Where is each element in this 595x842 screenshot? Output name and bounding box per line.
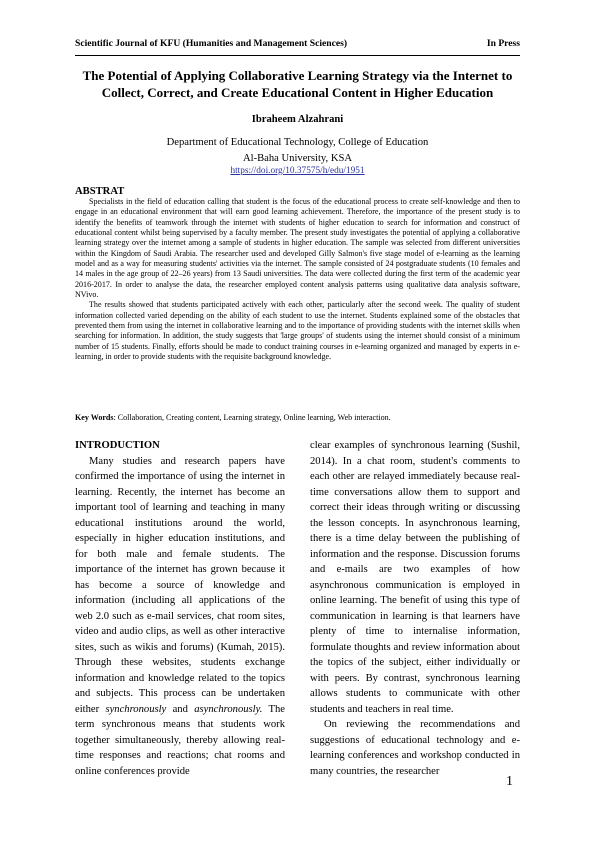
affiliation [0,135,595,167]
abstract-paragraph: Specialists in the field of education calling that student is the focus of the educational process to create self-knowledge and then to engage in an educational environment that will earn good learning achievement. Therefore, the importance of the present study is to identify the benefits of teamwork through the internet with students of higher education to search for information and construct of educational content whilst being supervised by a faculty member. The present study investigates the potential of applying a collaborative learning strategy over the internet among a sample of students in higher education. The sample was selected from different universities within the Kingdom of Saudi Arabia. The researcher used and developed Gilly Salmon's five stage model of e-learning as the learning model and as a way for measuring students' activities via the internet. The sample consisted of 24 postgraduate students (10 females and 14 males in the age group of 22–26 years) from 13 Saudi universities. The data were collected during the first term of the academic year 2016-2017. In order to analyse the data, the researcher employed content analysis patterns using qualitative data analysis software, NVivo. [75,197,520,300]
right-column [310,438,520,779]
paper-title: The Potential of Applying Collaborative Learning Strategy via the Internet to Collect, Correct, and Create Educational Content in Higher Education [82,68,513,100]
abstract-heading: ABSTRAT [75,186,125,197]
emphasis-text: asynchronously. [194,703,263,715]
header-rule [75,55,520,56]
emphasis-text: synchronously [105,703,167,715]
keywords-text: : Collaboration, Creating content, Learning strategy, Online learning, Web interaction. [113,413,391,422]
abstract-body [75,197,520,363]
keywords-label: Key Words [75,413,114,422]
section-heading-introduction: INTRODUCTION [75,440,160,451]
body-paragraph: clear examples of synchronous learning (Sushil, 2014). In a chat room, student's comments to each other are relayed immediately because real-time conversations allow them to support and correct their ideas through writing or discussing the lesson concepts. In asynchronous learning, there is a time delay between the publishing of information and the response. Discussion forums and e-mails are two examples of how asynchronous communication is employed in online learning. The benefit of using this type of communication in learning is that learners have plenty of time to internalise information, formulate thoughts and review information about the topics of the subject, either individually or with peers. By contrast, synchronous learning allows students to communicate with other students and teachers in real time. [310,440,520,715]
author-name: Ibraheem Alzahrani [251,114,344,125]
body-text: and [166,703,195,715]
journal-name: Scientific Journal of KFU (Humanities and Management Sciences) [75,38,348,49]
left-column [75,438,285,779]
abstract-paragraph: The results showed that students participated actively with each other, particularly after the second week. The quality of student information collected varied depending on the ability of each student to use the internet. Students explained some of the obstacles that prevented them from using the internet in collaborative learning and to the importance of providing students with the internet skills when searching for information. In addition, the study suggests that 'large groups' of students using the internet should consist of a minimum number of 15 students. Finally, efforts should be made to conduct training courses in e-learning organized and managed by experts in e-learning, in order to provide students with the requisite background knowledge. [75,300,520,362]
publication-status: In Press [486,38,520,49]
body-text: Many studies and research papers have confirmed the importance of using the internet in learning. Recently, the internet has become an important tool of learning and teaching in many educational institutions around the world, especially in higher education institutions, and for both male and female students. The importance of the internet has grown because it has become a source of knowledge and information (including all applications of the web 2.0 such as e-mail services, chat room sites, video and audio clips, as well as other interactive sites, such as wikis and forums) (Kumah, 2015). Through these websites, students exchange information and knowledge related to the topics and subjects. This process can be undertaken either [75,455,285,715]
body-paragraph [75,454,285,780]
doi-link[interactable]: https://doi.org/10.37575/h/edu/1951 [230,166,365,176]
affiliation-department: Department of Educational Technology, College of Education [166,137,429,148]
affiliation-university: Al-Baha University, KSA [242,153,353,164]
body-paragraph: On reviewing the recommendations and suggestions of educational technology and e-learning conferences and workshop conducted in many countries, the researcher [310,719,520,777]
running-header [75,38,520,54]
page-number: 1 [506,774,513,789]
keywords [75,413,520,422]
body-text: The term synchronous means that students work together simultaneously, thereby allowing real-time responses and reactions; chat rooms and online conferences provide [75,703,285,777]
